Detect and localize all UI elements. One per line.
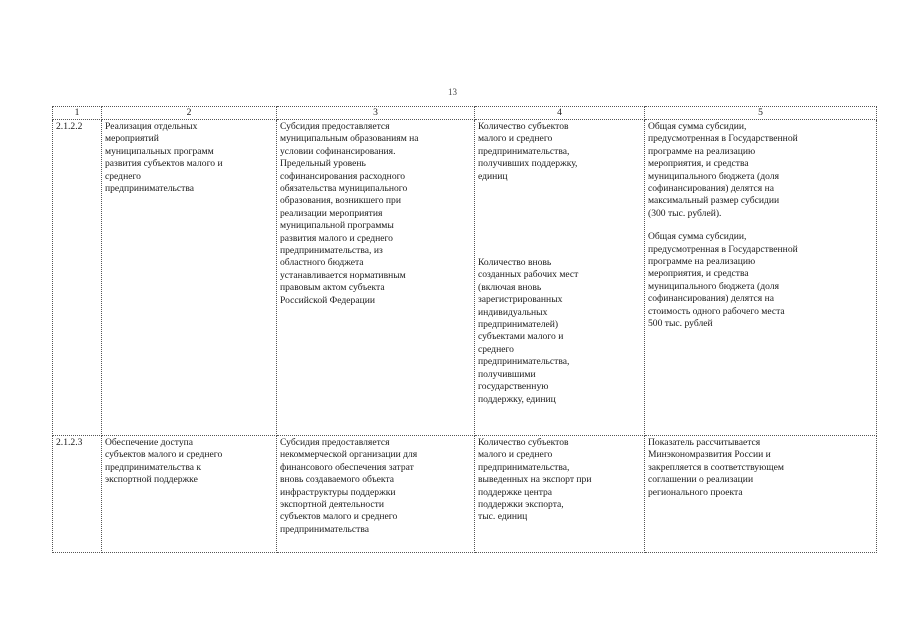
column-header-5: 5 (645, 107, 877, 120)
subsidy-condition: Субсидия предоставляется некоммерческой организации для финансового обеспечения затрат вновь создаваемого объекта инфраструктуры поддержки экспортной деятельности субъектов малого и среднего предпринимательства (277, 436, 475, 553)
table-row (53, 436, 877, 553)
calculation-cell: Показатель рассчитывается Минэкономразвития России и закрепляется в соответствующем соглашении о реализации регионального проекта (645, 436, 877, 553)
column-header-3: 3 (277, 107, 475, 120)
column-header-2: 2 (102, 107, 277, 120)
subsidy-condition: Субсидия предоставляется муниципальным образованиям на условии софинансирования. Предельный уровень софинансирования расходного обязательства муниципального образования, возникшего при реализации мероприятия муниципальной программы развития малого и среднего предпринимательства, из областного бюджета устанавливается нормативным правовым актом субъекта Российской Федерации (277, 120, 475, 436)
calculation-text: Общая сумма субсидии, предусмотренная в Государственной программе на реализацию мероприятия, и средства муниципального бюджета (доля софинансирования) делятся на стоимость одного рабочего места 500 тыс. рублей (648, 231, 798, 330)
indicator-cell (475, 120, 645, 436)
table-row (53, 120, 877, 436)
calculation-cell (645, 120, 877, 436)
column-number-row (53, 107, 877, 120)
activity-name: Реализация отдельных мероприятий муниципальных программ развития субъектов малого и среднего предпринимательства (102, 120, 277, 436)
indicator-cell: Количество субъектов малого и среднего предпринимательства, выведенных на экспорт при поддержке центра поддержки экспорта, тыс. единиц (475, 436, 645, 553)
calculation-text: Общая сумма субсидии, предусмотренная в Государственной программе на реализацию мероприятия, и средства муниципального бюджета (доля софинансирования) делятся на максимальный размер субсидии (300 тыс. рублей). (648, 121, 798, 219)
row-number: 2.1.2.2 (53, 120, 102, 436)
page-number: 13 (448, 87, 457, 97)
program-activities-table (52, 106, 877, 553)
activity-name: Обеспечение доступа субъектов малого и среднего предпринимательства к экспортной поддержке (102, 436, 277, 553)
indicator-text: Количество субъектов малого и среднего предпринимательства, получивших поддержку, единиц (478, 121, 578, 182)
row-number: 2.1.2.3 (53, 436, 102, 553)
indicator-text: Количество вновь созданных рабочих мест (включая вновь зарегистрированных индивидуальных предпринимателей) субъектами малого и среднего предпринимательства, получившими государственную поддержку, единиц (478, 257, 579, 405)
column-header-1: 1 (53, 107, 102, 120)
column-header-4: 4 (475, 107, 645, 120)
